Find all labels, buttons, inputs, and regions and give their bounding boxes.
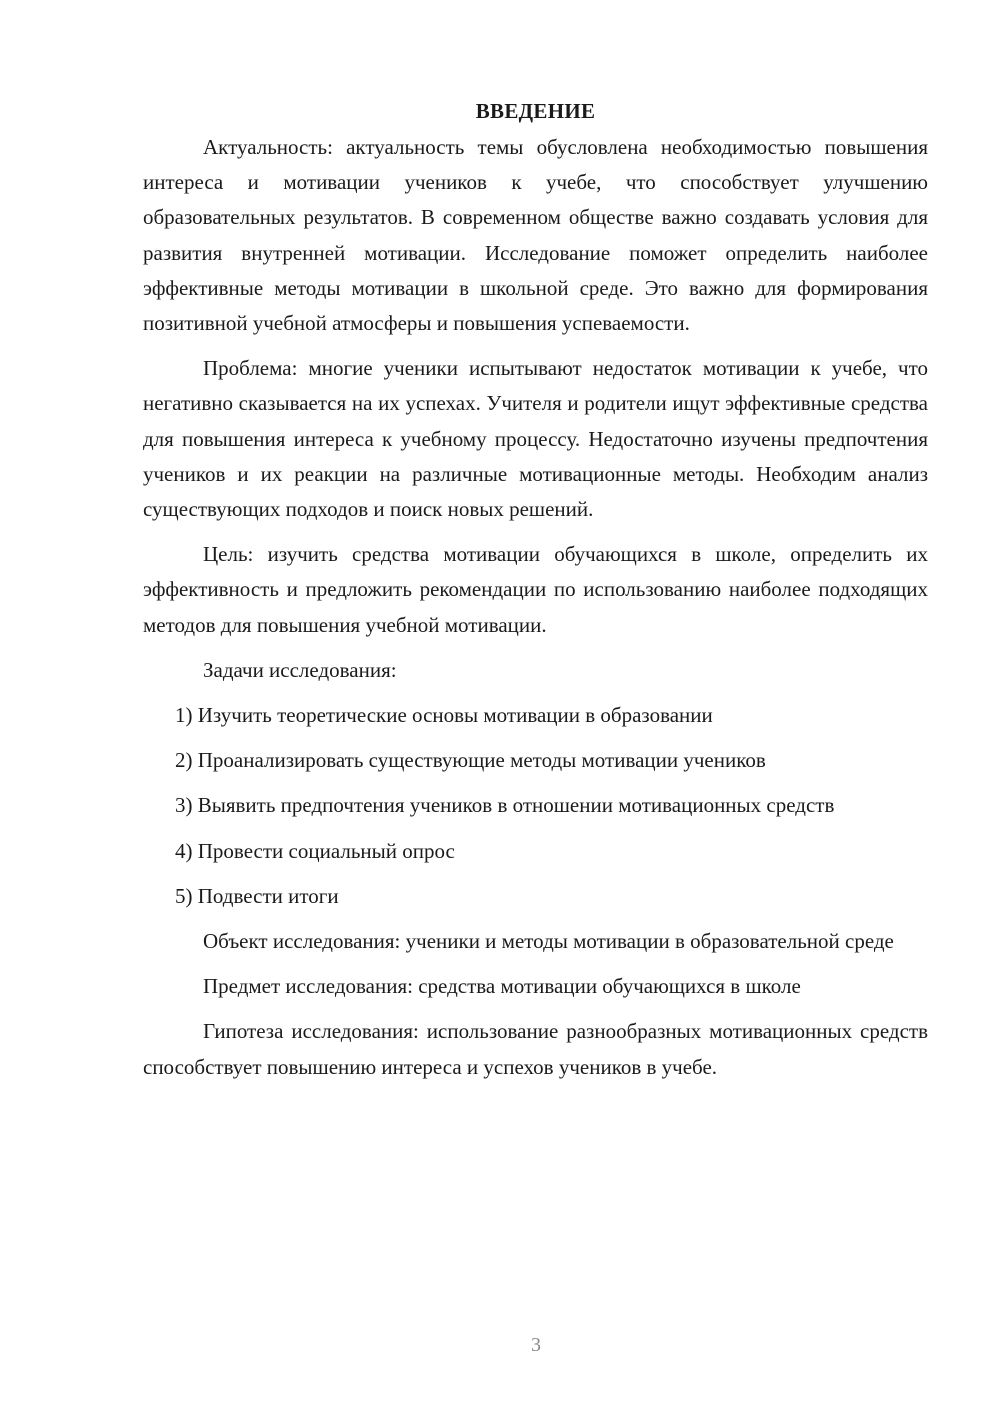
- task-item-5: 5) Подвести итоги: [175, 883, 339, 908]
- task-item-2: 2) Проанализировать существующие методы мотивации учеников: [175, 748, 766, 773]
- page-number: 3: [531, 1334, 541, 1356]
- task-item-4: 4) Провести социальный опрос: [175, 838, 455, 863]
- document-page: [143, 96, 928, 1095]
- problem-paragraph: Проблема: многие ученики испытывают недостаток мотивации к учебе, что негативно сказывается на их успехах. Учителя и родители ищут эффективные средства для повышения интереса к учебному процессу. Недостаточно изучены предпочтения учеников и их реакции на различные мотивационные методы. Необходим анализ существующих подходов и поиск новых решений.: [143, 356, 928, 522]
- tasks-intro: Задачи исследования:: [203, 657, 397, 682]
- research-object-paragraph: Объект исследования: ученики и методы мотивации в образовательной среде: [203, 929, 894, 954]
- task-item-1: 1) Изучить теоретические основы мотивации в образовании: [175, 703, 713, 728]
- research-subject-paragraph: Предмет исследования: средства мотивации обучающихся в школе: [203, 974, 801, 999]
- research-hypothesis-paragraph: Гипотеза исследования: использование разнообразных мотивационных средств способствует повышению интереса и успехов учеников в учебе.: [143, 1019, 928, 1079]
- relevance-paragraph: Актуальность: актуальность темы обусловлена необходимостью повышения интереса и мотивации учеников к учебе, что способствует улучшению образовательных результатов. В современном обществе важно создавать условия для развития внутренней мотивации. Исследование поможет определить наиболее эффективные методы мотивации в школьной среде. Это важно для формирования позитивной учебной атмосферы и повышения успеваемости.: [143, 135, 928, 336]
- task-item-3: 3) Выявить предпочтения учеников в отношении мотивационных средств: [175, 793, 835, 818]
- section-heading: ВВЕДЕНИЕ: [475, 99, 596, 123]
- goal-paragraph: Цель: изучить средства мотивации обучающихся в школе, определить их эффективность и предложить рекомендации по использованию наиболее подходящих методов для повышения учебной мотивации.: [143, 542, 928, 637]
